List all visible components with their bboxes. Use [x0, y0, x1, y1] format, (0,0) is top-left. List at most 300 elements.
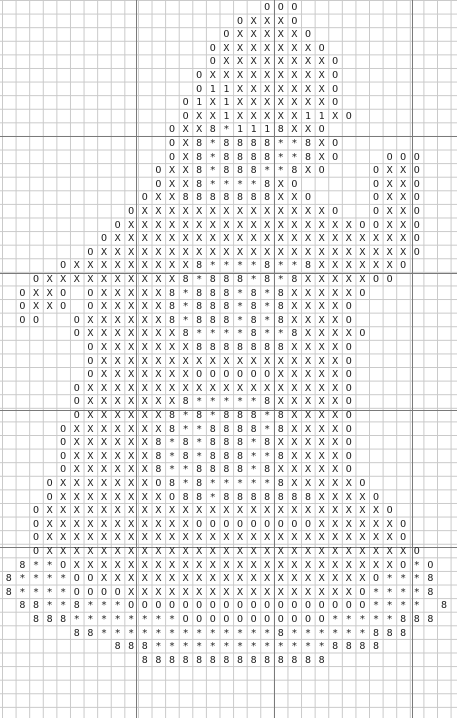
stitch-symbol: X: [250, 532, 257, 544]
stitch-symbol: X: [291, 464, 298, 476]
stitch-symbol: *: [209, 260, 216, 272]
stitch-symbol: X: [304, 328, 311, 340]
stitch-symbol: *: [114, 614, 121, 625]
stitch-symbol: X: [32, 301, 39, 313]
stitch-symbol: X: [209, 532, 216, 544]
stitch-symbol: 8: [264, 491, 271, 503]
stitch-symbol: X: [236, 29, 243, 41]
stitch-symbol: O: [60, 450, 67, 462]
stitch-symbol: 8: [182, 437, 189, 449]
stitch-symbol: X: [277, 206, 284, 217]
stitch-symbol: 1: [236, 124, 243, 136]
stitch-symbol: X: [345, 573, 352, 585]
stitch-symbol: 8: [155, 450, 162, 462]
stitch-symbol: X: [60, 532, 67, 544]
stitch-symbol: X: [332, 260, 339, 272]
stitch-symbol: X: [196, 586, 203, 598]
stitch-symbol: X: [114, 478, 121, 489]
stitch-symbol: O: [60, 287, 67, 299]
stitch-symbol: X: [332, 369, 339, 381]
stitch-symbol: X: [128, 246, 135, 258]
stitch-symbol: 8: [372, 627, 379, 639]
stitch-symbol: O: [87, 355, 94, 367]
stitch-symbol: X: [182, 178, 189, 190]
stitch-symbol: X: [168, 328, 175, 340]
stitch-symbol: X: [400, 165, 407, 177]
stitch-symbol: X: [100, 478, 107, 489]
stitch-symbol: X: [291, 314, 298, 326]
stitch-symbol: X: [87, 532, 94, 544]
stitch-symbol: O: [291, 178, 298, 190]
stitch-symbol: O: [196, 518, 203, 530]
stitch-symbol: X: [141, 532, 148, 544]
stitch-symbol: X: [168, 559, 175, 571]
stitch-symbol: X: [168, 178, 175, 190]
stitch-symbol: X: [236, 206, 243, 217]
stitch-symbol: O: [32, 532, 39, 544]
stitch-symbol: O: [87, 573, 94, 585]
stitch-symbol: *: [264, 314, 271, 326]
stitch-symbol: X: [291, 369, 298, 381]
stitch-symbol: *: [264, 641, 271, 653]
stitch-symbol: O: [60, 437, 67, 449]
stitch-symbol: X: [236, 505, 243, 517]
stitch-symbol: X: [196, 382, 203, 394]
stitch-symbol: O: [332, 97, 339, 109]
stitch-symbol: X: [277, 573, 284, 585]
stitch-symbol: O: [359, 287, 366, 299]
stitch-symbol: X: [264, 15, 271, 27]
stitch-symbol: X: [114, 423, 121, 435]
stitch-symbol: 8: [264, 138, 271, 149]
stitch-symbol: X: [100, 437, 107, 449]
stitch-symbol: X: [223, 56, 230, 68]
stitch-symbol: X: [236, 559, 243, 571]
stitch-symbol: 8: [209, 654, 216, 666]
stitch-symbol: 8: [209, 314, 216, 326]
stitch-symbol: O: [236, 518, 243, 530]
stitch-symbol: X: [318, 260, 325, 272]
stitch-symbol: 8: [128, 641, 135, 653]
stitch-symbol: X: [291, 382, 298, 394]
stitch-symbol: X: [128, 437, 135, 449]
stitch-symbol: O: [73, 573, 80, 585]
stitch-symbol: X: [168, 274, 175, 285]
stitch-symbol: O: [345, 437, 352, 449]
stitch-symbol: X: [345, 233, 352, 245]
stitch-symbol: *: [168, 450, 175, 462]
stitch-symbol: 8: [223, 165, 230, 177]
stitch-symbol: *: [345, 627, 352, 639]
stitch-symbol: X: [291, 546, 298, 557]
stitch-symbol: *: [264, 165, 271, 177]
stitch-symbol: X: [236, 70, 243, 81]
stitch-symbol: 8: [250, 410, 257, 421]
stitch-symbol: X: [114, 246, 121, 258]
stitch-symbol: 8: [250, 654, 257, 666]
stitch-symbol: O: [359, 586, 366, 598]
stitch-symbol: X: [73, 478, 80, 489]
stitch-symbol: X: [332, 573, 339, 585]
stitch-symbol: X: [332, 478, 339, 489]
stitch-symbol: X: [332, 491, 339, 503]
stitch-symbol: 8: [168, 478, 175, 489]
stitch-symbol: O: [32, 314, 39, 326]
stitch-symbol: X: [114, 573, 121, 585]
stitch-symbol: 8: [236, 165, 243, 177]
stitch-symbol: 8: [196, 410, 203, 421]
stitch-symbol: *: [250, 450, 257, 462]
stitch-symbol: X: [168, 342, 175, 353]
stitch-symbol: X: [100, 505, 107, 517]
stitch-symbol: *: [318, 627, 325, 639]
stitch-symbol: O: [345, 110, 352, 122]
stitch-symbol: X: [304, 437, 311, 449]
stitch-symbol: X: [264, 97, 271, 109]
stitch-symbol: O: [196, 70, 203, 81]
stitch-symbol: X: [209, 559, 216, 571]
stitch-symbol: X: [304, 478, 311, 489]
stitch-symbol: X: [73, 464, 80, 476]
stitch-symbol: *: [264, 627, 271, 639]
stitch-symbol: X: [141, 206, 148, 217]
stitch-symbol: 8: [291, 165, 298, 177]
stitch-symbol: X: [182, 246, 189, 258]
stitch-symbol: X: [264, 83, 271, 95]
stitch-symbol: X: [196, 505, 203, 517]
stitch-symbol: X: [250, 83, 257, 95]
stitch-symbol: O: [209, 56, 216, 68]
stitch-symbol: X: [128, 219, 135, 231]
stitch-symbol: O: [345, 369, 352, 381]
stitch-symbol: 8: [155, 654, 162, 666]
stitch-symbol: X: [87, 328, 94, 340]
stitch-symbol: X: [128, 287, 135, 299]
stitch-symbol: X: [318, 382, 325, 394]
stitch-symbol: *: [182, 627, 189, 639]
stitch-symbol: *: [264, 478, 271, 489]
stitch-symbol: X: [100, 423, 107, 435]
stitch-symbol: X: [141, 478, 148, 489]
stitch-symbol: X: [141, 559, 148, 571]
stitch-symbol: 8: [291, 274, 298, 285]
stitch-symbol: X: [304, 301, 311, 313]
stitch-symbol: *: [87, 600, 94, 612]
stitch-symbol: 8: [250, 423, 257, 435]
stitch-symbol: X: [196, 573, 203, 585]
stitch-symbol: X: [318, 97, 325, 109]
stitch-symbol: *: [264, 287, 271, 299]
stitch-symbol: *: [277, 328, 284, 340]
stitch-symbol: O: [114, 219, 121, 231]
stitch-symbol: X: [332, 382, 339, 394]
stitch-symbol: X: [332, 328, 339, 340]
stitch-symbol: O: [87, 342, 94, 353]
stitch-symbol: O: [413, 219, 420, 231]
stitch-symbol: *: [277, 151, 284, 163]
stitch-symbol: X: [128, 233, 135, 245]
stitch-symbol: 8: [32, 600, 39, 612]
stitch-symbol: X: [223, 206, 230, 217]
stitch-symbol: 8: [182, 192, 189, 204]
stitch-symbol: X: [114, 559, 121, 571]
stitch-symbol: X: [114, 260, 121, 272]
stitch-symbol: O: [291, 2, 298, 13]
stitch-symbol: *: [236, 627, 243, 639]
stitch-symbol: 8: [168, 287, 175, 299]
stitch-symbol: X: [250, 219, 257, 231]
stitch-symbol: X: [223, 573, 230, 585]
stitch-symbol: O: [345, 355, 352, 367]
stitch-symbol: X: [332, 518, 339, 530]
stitch-symbol: *: [400, 600, 407, 612]
stitch-symbol: 8: [277, 423, 284, 435]
stitch-symbol: *: [100, 627, 107, 639]
stitch-symbol: X: [73, 546, 80, 557]
stitch-symbol: X: [236, 586, 243, 598]
stitch-symbol: X: [114, 328, 121, 340]
stitch-symbol: 8: [223, 301, 230, 313]
stitch-symbol: O: [345, 382, 352, 394]
stitch-symbol: X: [304, 70, 311, 81]
stitch-symbol: *: [277, 165, 284, 177]
stitch-symbol: *: [168, 437, 175, 449]
stitch-symbol: X: [87, 423, 94, 435]
stitch-symbol: O: [264, 614, 271, 625]
stitch-symbol: O: [32, 518, 39, 530]
stitch-symbol: X: [128, 450, 135, 462]
stitch-symbol: X: [209, 546, 216, 557]
stitch-symbol: X: [386, 206, 393, 217]
stitch-symbol: X: [100, 518, 107, 530]
stitch-symbol: 8: [5, 573, 12, 585]
stitch-symbol: X: [264, 233, 271, 245]
stitch-symbol: X: [332, 559, 339, 571]
stitch-symbol: X: [155, 233, 162, 245]
stitch-symbol: *: [386, 614, 393, 625]
stitch-symbol: *: [413, 600, 420, 612]
stitch-symbol: X: [304, 559, 311, 571]
stitch-symbol: 8: [236, 464, 243, 476]
stitch-symbol: X: [318, 450, 325, 462]
stitch-symbol: 8: [209, 450, 216, 462]
stitch-symbol: *: [196, 423, 203, 435]
stitch-symbol: *: [209, 410, 216, 421]
stitch-symbol: *: [304, 641, 311, 653]
stitch-symbol: O: [60, 464, 67, 476]
stitch-symbol: X: [291, 70, 298, 81]
stitch-symbol: X: [114, 301, 121, 313]
stitch-symbol: *: [168, 641, 175, 653]
stitch-symbol: X: [304, 410, 311, 421]
stitch-symbol: X: [277, 369, 284, 381]
stitch-symbol: O: [345, 450, 352, 462]
stitch-symbol: *: [209, 627, 216, 639]
stitch-symbol: X: [318, 56, 325, 68]
stitch-symbol: 8: [400, 614, 407, 625]
stitch-symbol: O: [236, 369, 243, 381]
stitch-symbol: O: [182, 614, 189, 625]
stitch-symbol: X: [128, 410, 135, 421]
stitch-symbol: X: [250, 29, 257, 41]
stitch-symbol: X: [100, 328, 107, 340]
stitch-symbol: X: [372, 559, 379, 571]
stitch-symbol: *: [291, 151, 298, 163]
stitch-symbol: O: [73, 314, 80, 326]
stitch-symbol: X: [223, 70, 230, 81]
stitch-symbol: *: [182, 301, 189, 313]
stitch-symbol: X: [291, 355, 298, 367]
stitch-symbol: X: [155, 314, 162, 326]
stitch-symbol: O: [60, 423, 67, 435]
stitch-symbol: X: [236, 83, 243, 95]
stitch-symbol: X: [304, 124, 311, 136]
stitch-symbol: X: [291, 342, 298, 353]
stitch-symbol: O: [32, 274, 39, 285]
stitch-symbol: X: [277, 382, 284, 394]
stitch-symbol: X: [318, 518, 325, 530]
stitch-symbol: X: [141, 274, 148, 285]
stitch-symbol: X: [304, 355, 311, 367]
stitch-symbol: X: [304, 532, 311, 544]
stitch-symbol: 1: [223, 83, 230, 95]
stitch-symbol: *: [236, 314, 243, 326]
stitch-symbol: O: [168, 151, 175, 163]
stitch-symbol: X: [318, 437, 325, 449]
stitch-symbol: X: [345, 559, 352, 571]
stitch-symbol: X: [196, 532, 203, 544]
stitch-symbol: X: [250, 15, 257, 27]
stitch-symbol: X: [128, 342, 135, 353]
stitch-symbol: 8: [236, 450, 243, 462]
stitch-symbol: O: [359, 600, 366, 612]
stitch-symbol: X: [182, 369, 189, 381]
stitch-symbol: X: [250, 246, 257, 258]
stitch-symbol: X: [291, 110, 298, 122]
stitch-symbol: X: [291, 505, 298, 517]
stitch-symbol: X: [318, 70, 325, 81]
stitch-symbol: X: [100, 274, 107, 285]
stitch-symbol: X: [155, 410, 162, 421]
stitch-symbol: X: [304, 586, 311, 598]
stitch-symbol: X: [168, 192, 175, 204]
stitch-symbol: X: [304, 396, 311, 408]
stitch-symbol: X: [128, 559, 135, 571]
stitch-symbol: O: [46, 491, 53, 503]
stitch-symbol: X: [155, 491, 162, 503]
stitch-symbol: X: [128, 355, 135, 367]
stitch-symbol: X: [359, 573, 366, 585]
stitch-symbol: 8: [359, 641, 366, 653]
stitch-symbol: O: [128, 206, 135, 217]
stitch-symbol: *: [386, 573, 393, 585]
stitch-symbol: *: [304, 627, 311, 639]
stitch-symbol: X: [209, 233, 216, 245]
stitch-symbol: X: [250, 586, 257, 598]
stitch-symbol: O: [73, 382, 80, 394]
stitch-symbol: X: [332, 586, 339, 598]
stitch-symbol: 8: [209, 437, 216, 449]
stitch-symbol: 8: [277, 301, 284, 313]
stitch-symbol: O: [196, 83, 203, 95]
stitch-symbol: O: [223, 600, 230, 612]
stitch-symbol: X: [223, 233, 230, 245]
stitch-symbol: 8: [250, 287, 257, 299]
stitch-symbol: X: [168, 532, 175, 544]
stitch-symbol: O: [46, 478, 53, 489]
stitch-symbol: O: [304, 518, 311, 530]
stitch-symbol: O: [73, 396, 80, 408]
stitch-symbol: X: [223, 42, 230, 54]
stitch-symbol: 8: [372, 641, 379, 653]
stitch-symbol: X: [332, 314, 339, 326]
stitch-symbol: 8: [236, 423, 243, 435]
stitch-symbol: X: [332, 233, 339, 245]
stitch-symbol: *: [87, 614, 94, 625]
stitch-symbol: 8: [264, 654, 271, 666]
stitch-symbol: X: [141, 396, 148, 408]
stitch-symbol: X: [100, 491, 107, 503]
stitch-symbol: 8: [277, 450, 284, 462]
stitch-symbol: 8: [250, 192, 257, 204]
stitch-symbol: X: [345, 274, 352, 285]
stitch-symbol: X: [291, 410, 298, 421]
stitch-symbol: *: [141, 614, 148, 625]
stitch-symbol: 8: [223, 450, 230, 462]
stitch-symbol: X: [318, 314, 325, 326]
stitch-symbol: O: [291, 614, 298, 625]
stitch-symbol: X: [87, 437, 94, 449]
stitch-symbol: X: [386, 165, 393, 177]
stitch-symbol: X: [277, 70, 284, 81]
stitch-symbol: *: [236, 478, 243, 489]
stitch-symbol: 8: [223, 342, 230, 353]
stitch-symbol: X: [141, 573, 148, 585]
stitch-symbol: X: [400, 178, 407, 190]
stitch-symbol: O: [304, 29, 311, 41]
stitch-symbol: X: [400, 246, 407, 258]
stitch-symbol: O: [264, 600, 271, 612]
stitch-symbol: *: [264, 410, 271, 421]
stitch-symbol: X: [155, 260, 162, 272]
stitch-symbol: O: [318, 165, 325, 177]
stitch-symbol: X: [128, 314, 135, 326]
stitch-symbol: 1: [196, 97, 203, 109]
stitch-symbol: X: [236, 97, 243, 109]
stitch-symbol: *: [19, 573, 26, 585]
stitch-symbol: O: [277, 2, 284, 13]
stitch-symbol: X: [277, 42, 284, 54]
stitch-symbol: *: [277, 641, 284, 653]
stitch-symbol: X: [114, 437, 121, 449]
stitch-symbol: O: [87, 369, 94, 381]
stitch-symbol: X: [223, 382, 230, 394]
stitch-symbol: X: [277, 559, 284, 571]
stitch-symbol: X: [182, 573, 189, 585]
stitch-symbol: X: [264, 246, 271, 258]
stitch-symbol: X: [250, 573, 257, 585]
stitch-symbol: X: [128, 328, 135, 340]
stitch-symbol: *: [73, 614, 80, 625]
stitch-symbol: O: [32, 505, 39, 517]
stitch-symbol: X: [359, 532, 366, 544]
stitch-symbol: O: [400, 151, 407, 163]
stitch-symbol: X: [291, 301, 298, 313]
stitch-symbol: X: [168, 396, 175, 408]
stitch-symbol: *: [332, 627, 339, 639]
stitch-symbol: X: [250, 355, 257, 367]
stitch-symbol: O: [155, 600, 162, 612]
